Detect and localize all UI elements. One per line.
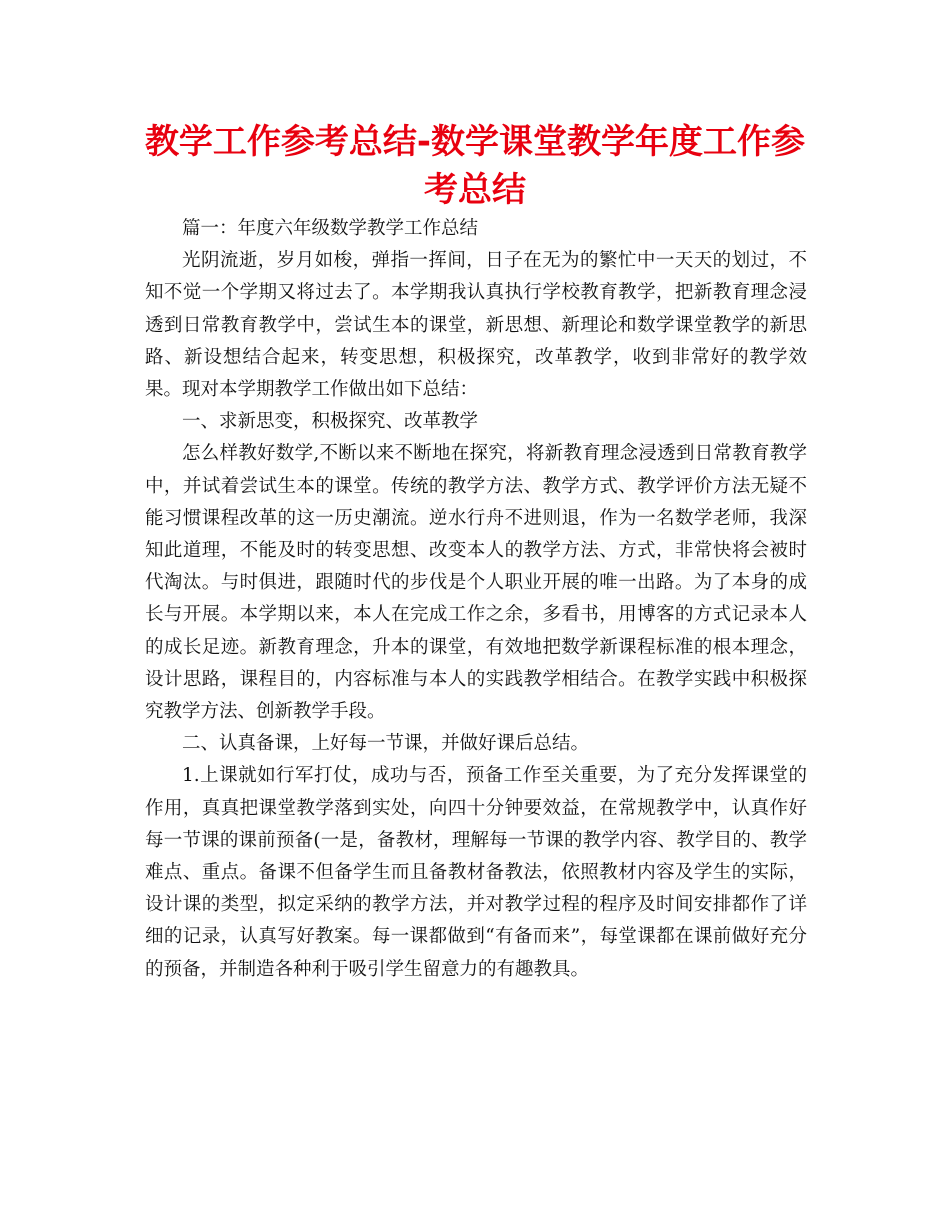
document-title: 教学工作参考总结-数学课堂教学年度工作参考总结 [144, 122, 806, 210]
paragraph-body-two: 1.上课就如行军打仗，成功与否，预备工作至关重要，为了充分发挥课堂的作用，真真把课堂教学落到实处，向四十分钟要效益，在常规教学中，认真作好每一节课的课前预备(一是，备教材，理解每一节课的教学内容、教学目的、教学难点、重点。备课不但备学生而且备教材备教法，依照教材内容及学生的实际，设计课的类型，拟定采纳的教学方法，并对教学过程的程序及时间安排都作了详细的记录，认真写好教案。每一课都做到“有备而来”，每堂课都在课前做好充分的预备，并制造各种利于吸引学生留意力的有趣教具。 [145, 765, 807, 980]
paragraph-body-one: 怎么样教好数学,不断以来不断地在探究，将新教育理念浸透到日常教育教学中，并试着尝试生本的课堂。传统的教学方法、教学方式、教学评价方法无疑不能习惯课程改革的这一历史潮流。逆水行舟不进则退，作为一名数学老师，我深知此道理，不能及时的转变思想、改变本人的教学方法、方式，非常快将会被时代淘汰。与时俱进，跟随时代的步伐是个人职业开展的唯一出路。为了本身的成长与开展。本学期以来，本人在完成工作之余，多看书，用博客的方式记录本人的成长足迹。新教育理念，升本的课堂，有效地把数学新课程标准的根本理念，设计思路，课程目的，内容标准与本人的实践教学相结合。在教学实践中积极探究教学方法、创新教学手段。 [145, 443, 807, 723]
paragraph-intro: 光阴流逝，岁月如梭，弹指一挥间，日子在无为的繁忙中一天天的划过，不知不觉一个学期又将过去了。本学期我认真执行学校教育教学，把新教育理念浸透到日常教育教学中，尝试生本的课堂，新思想、新理论和数学课堂教学的新思路、新设想结合起来，转变思想，积极探究，改革教学，收到非常好的教学效果。现对本学期教学工作做出如下总结： [145, 250, 807, 401]
paragraph-heading-two: 二、认真备课，上好每一节课，并做好课后总结。 [182, 733, 590, 755]
paragraph-section-heading: 篇一：年度六年级数学教学工作总结 [182, 218, 479, 239]
paragraph-heading-one: 一、求新思变，积极探究、改革教学 [182, 411, 479, 433]
document-body [145, 213, 807, 986]
